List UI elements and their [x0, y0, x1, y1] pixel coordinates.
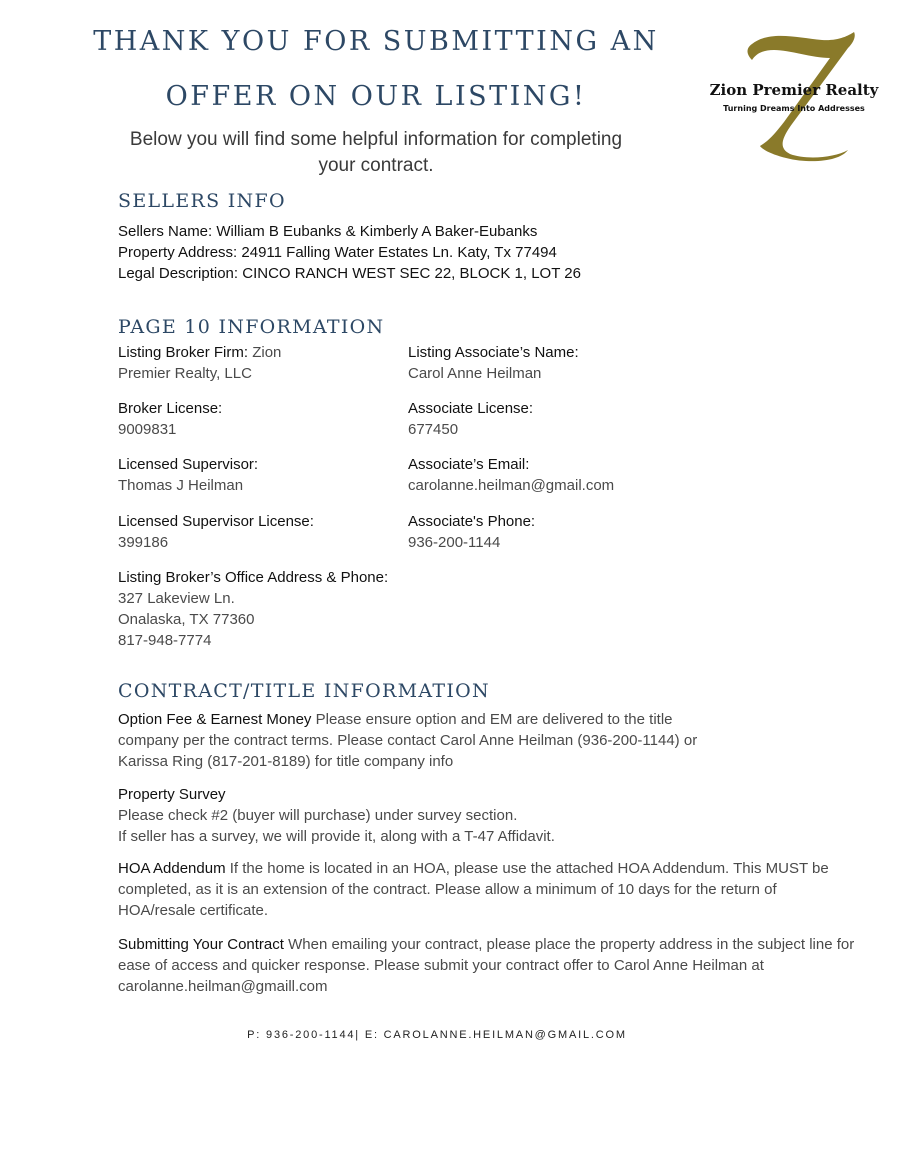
listing-broker-firm-label: Listing Broker Firm: — [118, 344, 249, 361]
broker-office-line-2: Onalaska, TX 77360 — [118, 611, 255, 628]
sellers-name: Sellers Name: William B Eubanks & Kimberly A Baker-Eubanks — [118, 223, 538, 240]
broker-office-line-1: 327 Lakeview Ln. — [118, 590, 235, 607]
broker-office-label: Listing Broker’s Office Address & Phone: — [118, 569, 389, 586]
listing-associate-name — [408, 342, 579, 384]
associate-license-label: Associate License: — [408, 400, 534, 417]
licensed-supervisor — [118, 454, 258, 496]
licensed-supervisor-value: Thomas J Heilman — [118, 477, 244, 494]
listing-broker-firm-value-1: Zion — [252, 344, 282, 361]
listing-broker-firm-value-2: Premier Realty, LLC — [118, 365, 252, 382]
footer-contact: P: 936-200-1144| E: CAROLANNE.HEILMAN@GMAIL.COM — [247, 1029, 627, 1041]
listing-associate-name-value: Carol Anne Heilman — [408, 365, 542, 382]
option-fee-paragraph — [118, 709, 858, 772]
page10-heading: PAGE 10 INFORMATION — [118, 316, 385, 338]
broker-office-line-3: 817-948-7774 — [118, 632, 212, 649]
option-fee-text-2: company per the contract terms. Please contact Carol Anne Heilman (936-200-1144) or — [118, 732, 698, 749]
licensed-supervisor-license-value: 399186 — [118, 534, 169, 551]
associate-email — [408, 454, 614, 496]
associate-license — [408, 398, 533, 440]
survey-lead: Property Survey — [118, 786, 226, 803]
sellers-info-heading: SELLERS INFO — [118, 190, 286, 212]
property-address: Property Address: 24911 Falling Water Estates Ln. Katy, Tx 77494 — [118, 244, 557, 261]
survey-paragraph — [118, 784, 858, 847]
associate-license-value: 677450 — [408, 421, 459, 438]
hoa-paragraph — [118, 858, 858, 921]
page-title-line-2: OFFER ON OUR LISTING! — [165, 81, 587, 112]
hoa-text: If the home is located in an HOA, please use the attached HOA Addendum. This MUST be completed, as it is an extension of the contract. Please allow a minimum of 10 days for the return of HOA/resale certificate. — [118, 860, 829, 919]
subtitle-line-2: your contract. — [318, 155, 434, 176]
survey-text-1: Please check #2 (buyer will purchase) under survey section. — [118, 807, 518, 824]
associate-phone-value: 936-200-1144 — [408, 534, 501, 551]
submit-lead: Submitting Your Contract — [118, 936, 284, 953]
broker-license-value: 9009831 — [118, 421, 177, 438]
submit-text: When emailing your contract, please place the property address in the subject line for ease of access and quicker response. Please submit your contract offer to Carol Anne Heilman at carolanne.heilman@gmaill.com — [118, 936, 855, 995]
company-logo — [700, 28, 888, 162]
licensed-supervisor-label: Licensed Supervisor: — [118, 456, 259, 473]
submit-paragraph — [118, 934, 858, 997]
page-subtitle — [100, 127, 652, 179]
survey-text-2: If seller has a survey, we will provide it, along with a T-47 Affidavit. — [118, 828, 555, 845]
option-fee-text-1: Please ensure option and EM are delivered to the title — [315, 711, 673, 728]
associate-email-label: Associate’s Email: — [408, 456, 530, 473]
legal-description: Legal Description: CINCO RANCH WEST SEC 22, BLOCK 1, LOT 26 — [118, 265, 581, 282]
associate-email-value: carolanne.heilman@gmail.com — [408, 477, 615, 494]
associate-phone — [408, 511, 535, 553]
subtitle-line-1: Below you will find some helpful information for completing — [129, 129, 623, 150]
broker-office — [118, 567, 388, 651]
broker-license — [118, 398, 222, 440]
option-fee-text-3: Karissa Ring (817-201-8189) for title company info — [118, 753, 454, 770]
option-fee-lead: Option Fee & Earnest Money — [118, 711, 312, 728]
listing-broker-firm — [118, 342, 281, 384]
associate-phone-label: Associate's Phone: — [408, 513, 536, 530]
broker-license-label: Broker License: — [118, 400, 223, 417]
contract-heading: CONTRACT/TITLE INFORMATION — [118, 680, 490, 702]
hoa-lead: HOA Addendum — [118, 860, 226, 877]
listing-associate-name-label: Listing Associate’s Name: — [408, 344, 579, 361]
sellers-info-block — [118, 221, 581, 284]
logo-company-name: Zion Premier Realty — [709, 81, 879, 99]
licensed-supervisor-license-label: Licensed Supervisor License: — [118, 513, 314, 530]
page-title-line-1: THANK YOU FOR SUBMITTING AN — [93, 26, 659, 57]
logo-tagline: Turning Dreams Into Addresses — [723, 104, 865, 113]
licensed-supervisor-license — [118, 511, 314, 553]
